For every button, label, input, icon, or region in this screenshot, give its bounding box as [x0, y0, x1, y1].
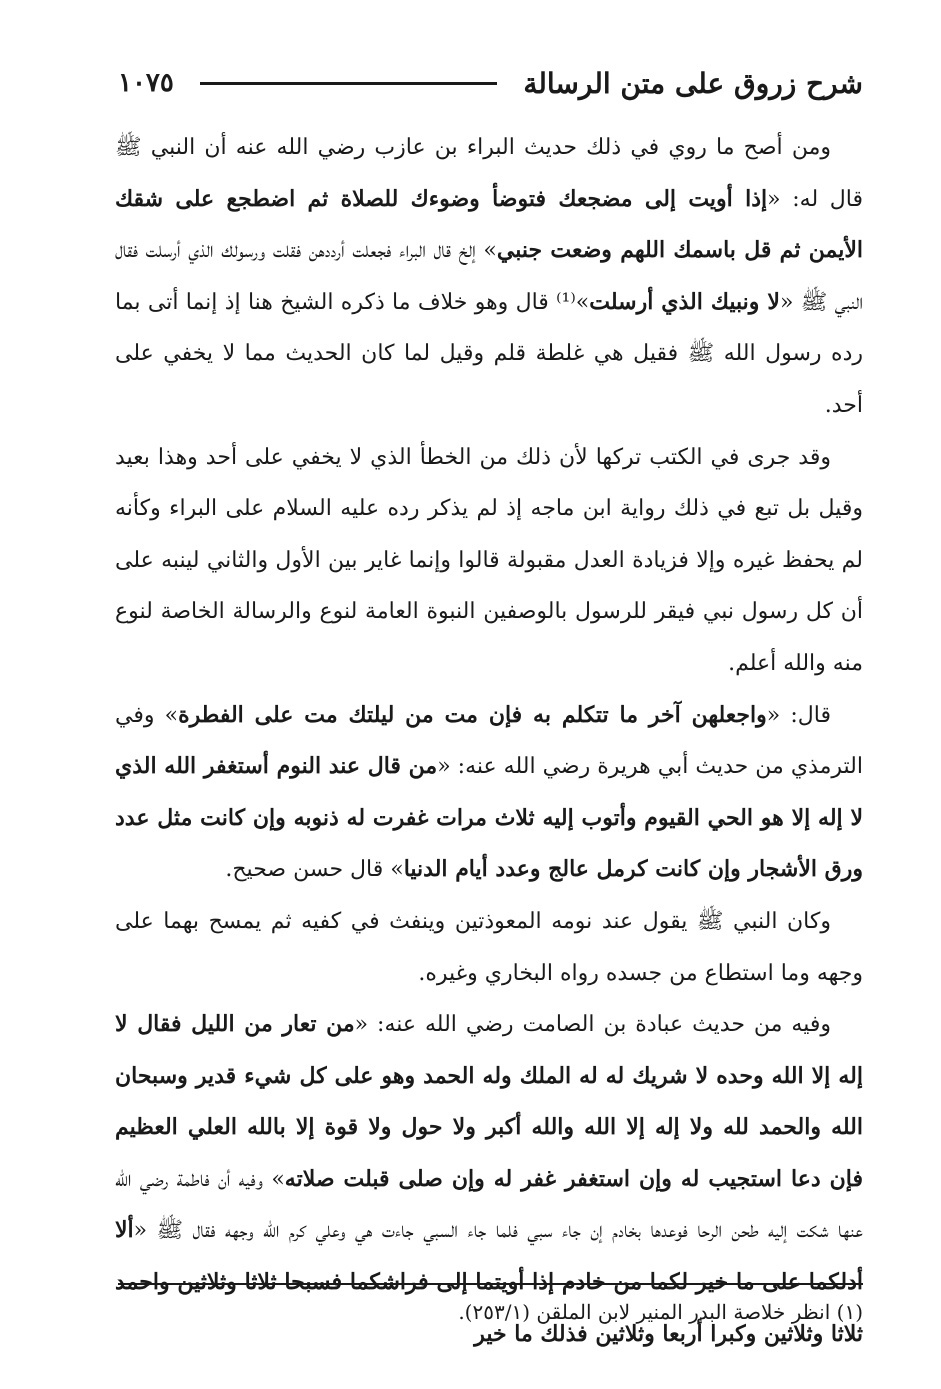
quote-bold-text: ألا أدلكما على ما خير لكما من خادم إذا أويتما إلى فراشكما فسبحا ثلاثا وثلاثين واحمد ثلاثا وثلاثين وكبرا أربعا وثلاثين فذلك ما خير: [115, 1217, 863, 1347]
paragraph: [115, 432, 863, 690]
body-text-span: ومن أصح ما روي في ذلك حديث البراء بن عازب رضي الله عنه أن النبي ﷺ قال له: «: [115, 135, 863, 212]
body-text-span: » إلخ قال البراء فجعلت أرددهن فقلت ورسولك الذي أرسلت فقال النبي ﷺ «: [115, 238, 863, 315]
running-header: [118, 58, 863, 108]
footnote-separator: [118, 1283, 863, 1285]
quote-bold-text: لا ونبيك الذي أرسلت: [589, 288, 780, 315]
body-text-span: »⁽¹⁾ قال وهو خلاف ما ذكره الشيخ هنا إذ إنما أتى بما رده رسول الله ﷺ فقيل هي غلطة قلم وقيل لما كان الحديث مما لا يخفي على أحد.: [115, 289, 863, 418]
paragraph: [115, 122, 863, 432]
body-text-span: قال: «: [766, 702, 831, 728]
footnote: (١) انظر خلاصة البدر المنير لابن الملقن (٢٥٣/١).: [458, 1300, 863, 1324]
paragraph: [115, 896, 863, 999]
page-number: ١٠٧٥: [118, 68, 174, 98]
running-title: شرح زروق على متن الرسالة: [523, 66, 863, 100]
body-text-span: وفيه من حديث عبادة بن الصامت رضي الله عنه: «: [354, 1012, 832, 1038]
quote-bold-text: من قال عند النوم أستغفر الله الذي لا إله إلا هو الحي القيوم وأتوب إليه ثلاث مرات غفرت له ذنوبه وإن كانت مثل عدد ورق الأشجار وإن كانت كرمل عالج وعدد أيام الدنيا: [115, 753, 863, 883]
header-rule: [200, 82, 498, 85]
body-text-span: » وفيه أن فاطمة رضي الله عنها شكت إليه طحن الرحا فوعدها بخادم إن جاء سبي فلما جاء السبي جاءت هي وعلي كرم الله وجهه فقال ﷺ «: [115, 1166, 863, 1244]
quote-bold-text: من تعار من الليل فقال لا إله إلا الله وحده لا شريك له له الملك وله الحمد وهو على كل شيء قدير وسبحان الله والحمد لله ولا إله إلا الله والله أكبر ولا حول ولا قوة إلا بالله العلي العظيم فإن دعا استجيب له وإن استغفر غفر له وإن صلى قبلت صلاته: [115, 1011, 863, 1192]
body-text-span: » وفي الترمذي من حديث أبي هريرة رضي الله عنه: «: [115, 702, 863, 780]
body-text: [115, 122, 863, 1360]
quote-bold-text: واجعلهن آخر ما تتكلم به فإن مت من ليلتك مت على الفطرة: [178, 701, 767, 728]
body-text-span: وكان النبي ﷺ يقول عند نومه المعوذتين وينفث في كفيه ثم يمسح بهما على وجهه وما استطاع من جسده رواه البخاري وغيره.: [115, 908, 863, 986]
body-text-span: » قال حسن صحيح.: [225, 857, 404, 883]
body-text-span: وقد جرى في الكتب تركها لأن ذلك من الخطأ الذي لا يخفي على أحد وهذا بعيد وقيل بل تبع في ذلك رواية ابن ماجه إذ لم يذكر رده عليه السلام على البراء وكأنه لم يحفظ غيره وإلا فزيادة العدل مقبولة قالوا وإنما غاير بين الأول والثاني لينبه على أن كل رسول نبي فيقر للرسول بالوصفين النبوة العامة لنوع والرسالة الخاصة لنوع منه والله أعلم.: [115, 444, 863, 676]
paragraph: [115, 690, 863, 896]
quote-bold-text: إذا أويت إلى مضجعك فتوضأ وضوءك للصلاة ثم اضطجع على شقك الأيمن ثم قل باسمك اللهم وضعت جنبي: [115, 185, 863, 264]
